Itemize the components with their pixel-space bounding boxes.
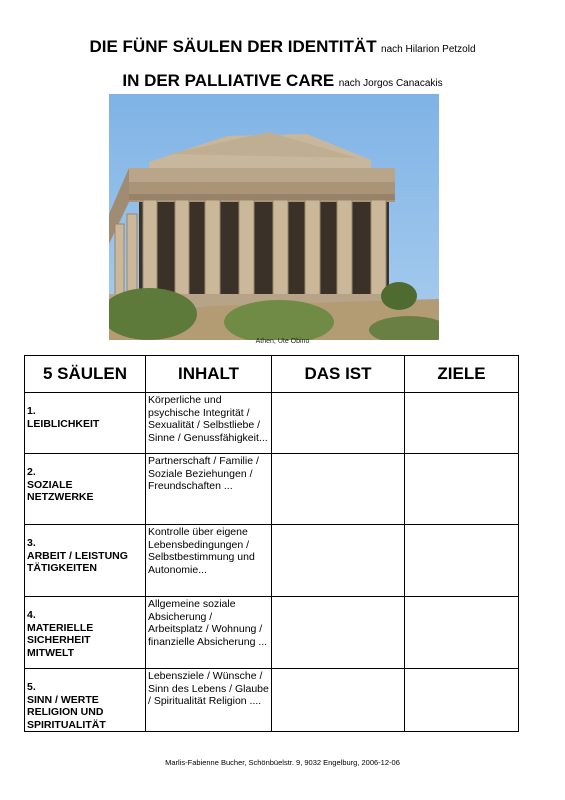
pillar-label: LEIBLICHKEIT: [27, 417, 100, 430]
title-line2-note: nach Jorgos Canacakis: [338, 78, 443, 89]
pillar-label: SINN / WERTE RELIGION UND SPIRITUALITÄT: [27, 693, 106, 731]
header-inhalt: INHALT: [146, 356, 272, 393]
pillar-label: SOZIALE NETZWERKE: [27, 478, 94, 504]
temple-photo: [109, 94, 439, 340]
pillar-cell: [25, 393, 146, 454]
pillar-cell: [25, 454, 146, 525]
ziele-cell[interactable]: [405, 454, 519, 525]
header-das-ist: DAS IST: [272, 356, 405, 393]
pillar-number: 5.: [27, 681, 36, 693]
table-row: [25, 669, 519, 732]
table-row: [25, 597, 519, 669]
page-title: [0, 37, 565, 57]
table-row: [25, 525, 519, 597]
ziele-cell[interactable]: [405, 597, 519, 669]
photo-caption: Athen, Ute Obino: [255, 338, 310, 345]
pillar-number: 1.: [27, 405, 36, 417]
footer-address: Marlis-Fabienne Bucher, Schönbüelstr. 9, 9032 Engelburg, 2006-12-06: [165, 758, 400, 767]
title-line1-main: DIE FÜNF SÄULEN DER IDENTITÄT: [89, 37, 377, 56]
title-line1-note: nach Hilarion Petzold: [381, 44, 476, 55]
title-line2-main: IN DER PALLIATIVE CARE: [122, 71, 335, 90]
pillar-number: 3.: [27, 537, 36, 549]
das-ist-cell[interactable]: [272, 597, 405, 669]
das-ist-cell[interactable]: [272, 525, 405, 597]
pillar-cell: [25, 525, 146, 597]
ziele-cell[interactable]: [405, 669, 519, 732]
content-cell: Kontrolle über eigene Lebensbedingungen / Selbstbestimmung und Autonomie...: [146, 525, 272, 597]
header-ziele: ZIELE: [405, 356, 519, 393]
page-subtitle: [0, 71, 565, 91]
das-ist-cell[interactable]: [272, 454, 405, 525]
pillar-cell: [25, 597, 146, 669]
content-cell: Lebensziele / Wünsche / Sinn des Lebens / Glaube / Spiritualität Religion ....: [146, 669, 272, 732]
header-saeulen: 5 SÄULEN: [25, 356, 146, 393]
table-row: [25, 454, 519, 525]
content-cell: Partnerschaft / Familie / Soziale Beziehungen / Freundschaften ...: [146, 454, 272, 525]
pillars-table: [24, 355, 519, 732]
pillar-label: MATERIELLE SICHERHEIT MITWELT: [27, 621, 94, 659]
pillar-number: 4.: [27, 609, 36, 621]
content-cell: Körperliche und psychische Integrität / Sexualität / Selbstliebe / Sinne / Genussfähigkeit...: [146, 393, 272, 454]
pillar-label: ARBEIT / LEISTUNG TÄTIGKEITEN: [27, 549, 128, 575]
table-row: [25, 393, 519, 454]
pillar-cell: [25, 669, 146, 732]
das-ist-cell[interactable]: [272, 669, 405, 732]
ziele-cell[interactable]: [405, 525, 519, 597]
pillar-number: 2.: [27, 466, 36, 478]
das-ist-cell[interactable]: [272, 393, 405, 454]
content-cell: Allgemeine soziale Absicherung / Arbeitsplatz / Wohnung / finanzielle Absicherung ...: [146, 597, 272, 669]
ziele-cell[interactable]: [405, 393, 519, 454]
table-header-row: [25, 356, 519, 393]
